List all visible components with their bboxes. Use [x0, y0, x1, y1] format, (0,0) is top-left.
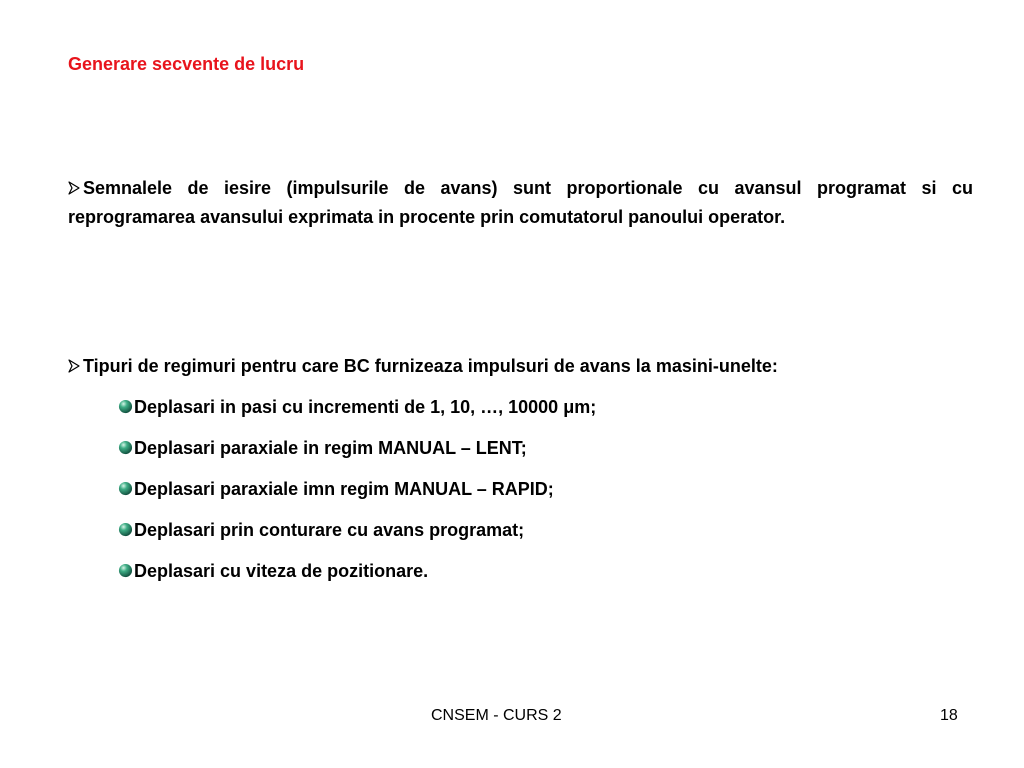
list-item-text: Deplasari in pasi cu incrementi de 1, 10, …, 10000 μm;	[134, 397, 597, 417]
page-number: 18	[940, 707, 958, 724]
green-sphere-bullet-icon	[118, 481, 133, 496]
list-item	[118, 557, 596, 598]
arrow-bullet-icon	[68, 359, 80, 373]
green-sphere-bullet-icon	[118, 563, 133, 578]
footer-course-label: CNSEM - CURS 2	[431, 707, 562, 724]
paragraph-signals-text: Semnalele de iesire (impulsurile de avans) sunt proportionale cu avansul programat si cu reprogramarea avansului exprimata in procente prin comutatorul panoului operator.	[68, 178, 973, 227]
list-item	[118, 393, 596, 434]
regimes-list	[118, 393, 596, 598]
paragraph-regimes	[68, 352, 973, 381]
list-item-text: Deplasari paraxiale in regim MANUAL – LENT;	[134, 438, 527, 458]
paragraph-regimes-text: Tipuri de regimuri pentru care BC furnizeaza impulsuri de avans la masini-unelte:	[83, 356, 778, 376]
list-item	[118, 516, 596, 557]
list-item	[118, 475, 596, 516]
arrow-bullet-icon	[68, 181, 80, 195]
slide-title: Generare secvente de lucru	[68, 54, 305, 74]
green-sphere-bullet-icon	[118, 399, 133, 414]
green-sphere-bullet-icon	[118, 522, 133, 537]
list-item	[118, 434, 596, 475]
paragraph-signals	[68, 174, 973, 232]
list-item-text: Deplasari paraxiale imn regim MANUAL – RAPID;	[134, 479, 554, 499]
list-item-text: Deplasari cu viteza de pozitionare.	[134, 561, 429, 581]
green-sphere-bullet-icon	[118, 440, 133, 455]
list-item-text: Deplasari prin conturare cu avans programat;	[134, 520, 525, 540]
